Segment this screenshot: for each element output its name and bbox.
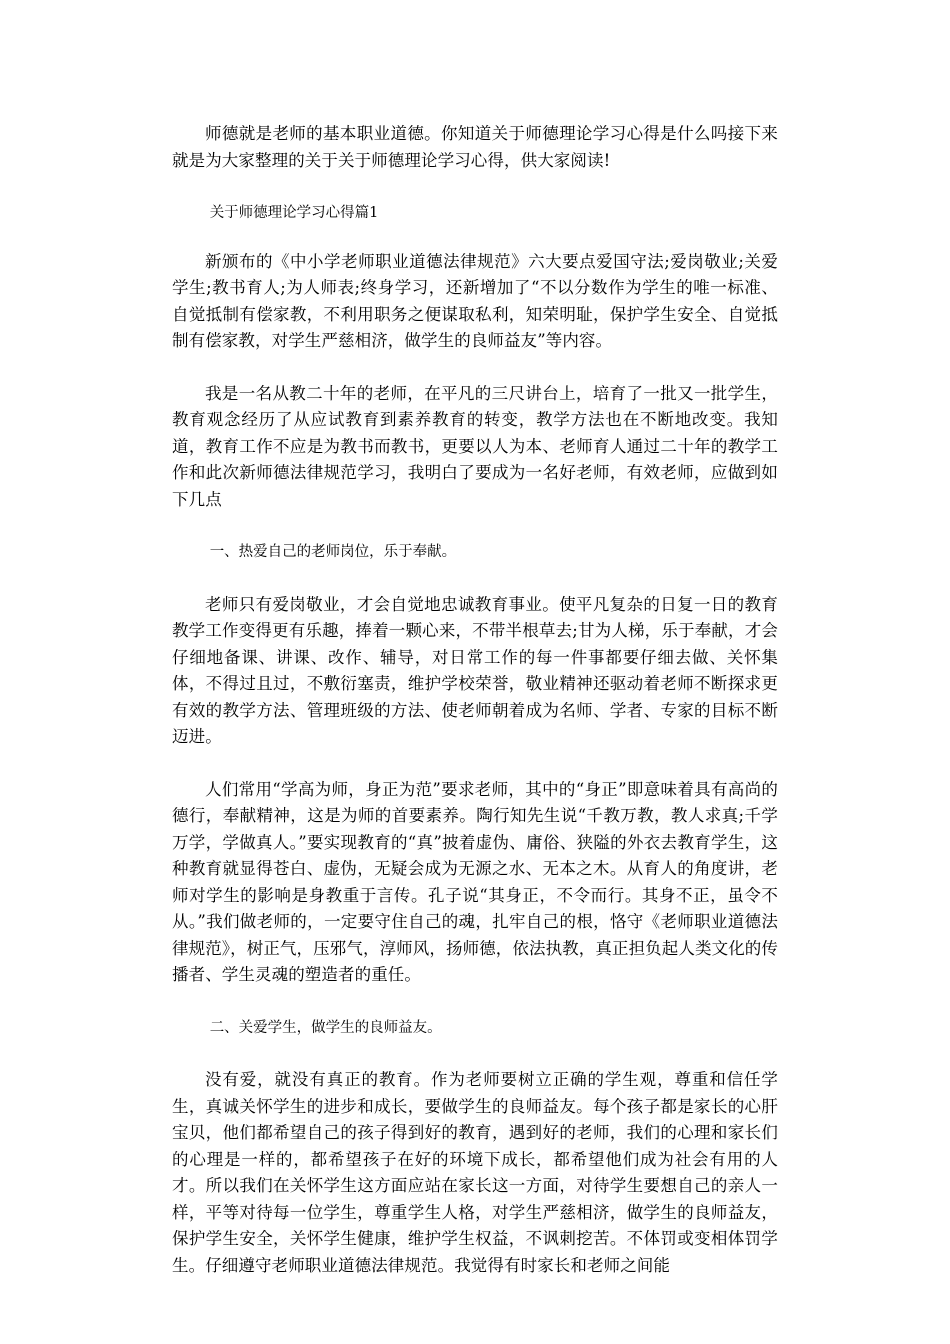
section-heading-2: 二、关爱学生，做学生的良师益友。 bbox=[209, 1019, 442, 1036]
paragraph-3: 老师只有爱岗敬业，才会自觉地忠诚教育事业。使平凡复杂的日复一日的教育教学工作变得更有乐趣，捧着一颗心来，不带半根草去;甘为人梯，乐于奉献，才会仔细地备课、讲课、改作、辅导，对日常工作的每一件事都要仔细去做、关怀集体，不得过且过，不敷衍塞责，维护学校荣誉，敬业精神还驱动着老师不断探求更有效的教学方法、管理班级的方法、使老师朝着成为名师、学者、专家的目标不断迈进。 bbox=[172, 594, 778, 746]
paragraph-5: 没有爱，就没有真正的教育。作为老师要树立正确的学生观，尊重和信任学生，真诚关怀学生的进步和成长，要做学生的良师益友。每个孩子都是家长的心肝宝贝，他们都希望自己的孩子得到好的教育，遇到好的老师，我们的心理和家长们的心理是一样的，都希望孩子在好的环境下成长，都希望他们成为社会有用的人才。所以我们在关怀学生这方面应站在家长这一方面，对待学生要想自己的亲人一样，平等对待每一位学生，尊重学生人格，对学生严慈相济，做学生的良师益友，保护学生安全，关怀学生健康，维护学生权益，不讽刺挖苦。不体罚或变相体罚学生。仔细遵守老师职业道德法律规范。我觉得有时家长和老师之间能 bbox=[172, 1070, 778, 1275]
intro-paragraph: 师德就是老师的基本职业道德。你知道关于师德理论学习心得是什么吗接下来就是为大家整理的关于关于师德理论学习心得，供大家阅读! bbox=[172, 124, 778, 170]
section-heading-1: 一、热爱自己的老师岗位，乐于奉献。 bbox=[209, 544, 457, 560]
paragraph-4: 人们常用“学高为师，身正为范”要求老师，其中的“身正”即意味着具有高尚的德行，奉献精神，这是为师的首要素养。陶行知先生说“千教万教，教人求真;千学万学，学做真人。”要实现教育的“真”披着虚伪、庸俗、狭隘的外衣去教育学生，这种教育就显得苍白、虚伪，无疑会成为无源之水、无本之木。从育人的角度讲，老师对学生的影响是身教重于言传。孔子说“其身正，不令而行。其身不正，虽令不从。”我们做老师的，一定要守住自己的魂，扎牢自己的根，恪守《老师职业道德法律规范》，树正气，压邪气，淳师风，扬师德，依法执教，真正担负起人类文化的传播者、学生灵魂的塑造者的重任。 bbox=[172, 779, 778, 984]
paragraph-1: 新颁布的《中小学老师职业道德法律规范》六大要点爱国守法;爱岗敬业;关爱学生;教书育人;为人师表;终身学习，还新增加了“不以分数作为学生的唯一标准、自觉抵制有偿家教，不利用职务之便谋取私利，知荣明耻，保护学生安全、自觉抵制有偿家教，对学生严慈相济，做学生的良师益友”等内容。 bbox=[172, 251, 778, 350]
document-title: 关于师德理论学习心得篇1 bbox=[209, 205, 379, 221]
document-page bbox=[172, 121, 778, 1279]
paragraph-2: 我是一名从教二十年的老师，在平凡的三尺讲台上，培育了一批又一批学生，教育观念经历了从应试教育到素养教育的转变，教学方法也在不断地改变。我知道，教育工作不应是为教书而教书，更要以人为本、老师育人通过二十年的教学工作和此次新师德法律规范学习，我明白了要成为一名好老师，有效老师，应做到如下几点 bbox=[172, 383, 778, 509]
